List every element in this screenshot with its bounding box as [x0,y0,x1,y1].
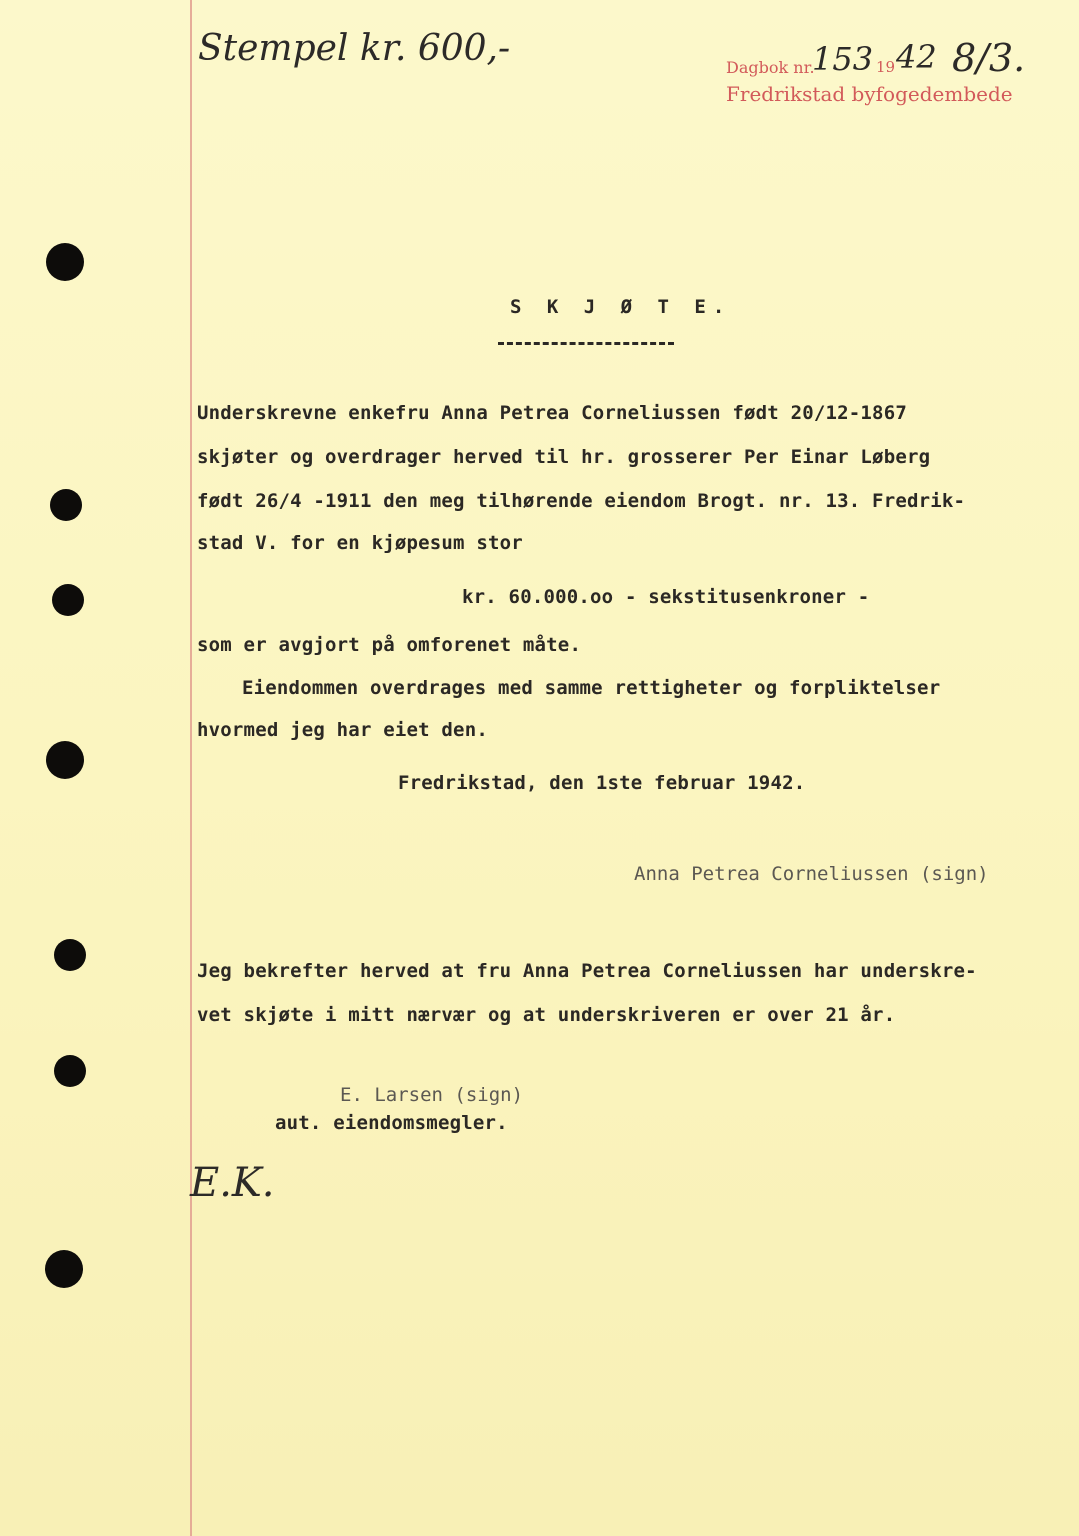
witness-signature: E. Larsen (sign) [340,1084,524,1106]
stamp-office: Fredrikstad byfogedembede [726,82,1013,106]
confirmation-line: vet skjøte i mitt nærvær og at underskriveren er over 21 år. [197,1004,896,1026]
title-underline [498,342,674,345]
seller-signature: Anna Petrea Corneliussen (sign) [634,863,989,885]
text-line: Underskrevne enkefru Anna Petrea Corneliussen født 20/12-1867 [197,402,907,424]
punch-hole [50,489,82,521]
place-date-line: Fredrikstad, den 1ste februar 1942. [398,772,806,794]
stamp-dagbok-label: Dagbok nr. [726,58,815,77]
handwritten-initials: E.K. [190,1160,275,1206]
punch-hole [46,741,84,779]
punch-hole [46,243,84,281]
confirmation-line: Jeg bekrefter herved at fru Anna Petrea Corneliussen har underskre- [197,960,977,982]
witness-title: aut. eiendomsmegler. [275,1112,508,1134]
text-line: Eiendommen overdrages med samme rettigheter og forpliktelser [242,677,941,699]
handwritten-date: 8/3. [952,36,1026,80]
handwritten-fee: Stempel kr. 600,- [198,28,511,69]
text-line: stad V. for en kjøpesum stor [197,532,523,554]
stamp-year-prefix: 19 [876,58,896,76]
punch-hole [52,584,84,616]
text-line: som er avgjort på omforenet måte. [197,634,582,656]
text-line: skjøter og overdrager herved til hr. grosserer Per Einar Løberg [197,446,931,468]
text-line: hvormed jeg har eiet den. [197,719,488,741]
document-title: S K J Ø T E. [510,296,732,318]
punch-hole [45,1250,83,1288]
price-line: kr. 60.000.oo - sekstitusenkroner - [462,586,870,608]
stamp-year: 42 [896,38,937,76]
punch-hole [54,1055,86,1087]
stamp-dagbok-number: 153 [812,40,874,78]
text-line: født 26/4 -1911 den meg tilhørende eiendom Brogt. nr. 13. Fredrik- [197,490,966,512]
punch-hole [54,939,86,971]
margin-line [190,0,192,1536]
